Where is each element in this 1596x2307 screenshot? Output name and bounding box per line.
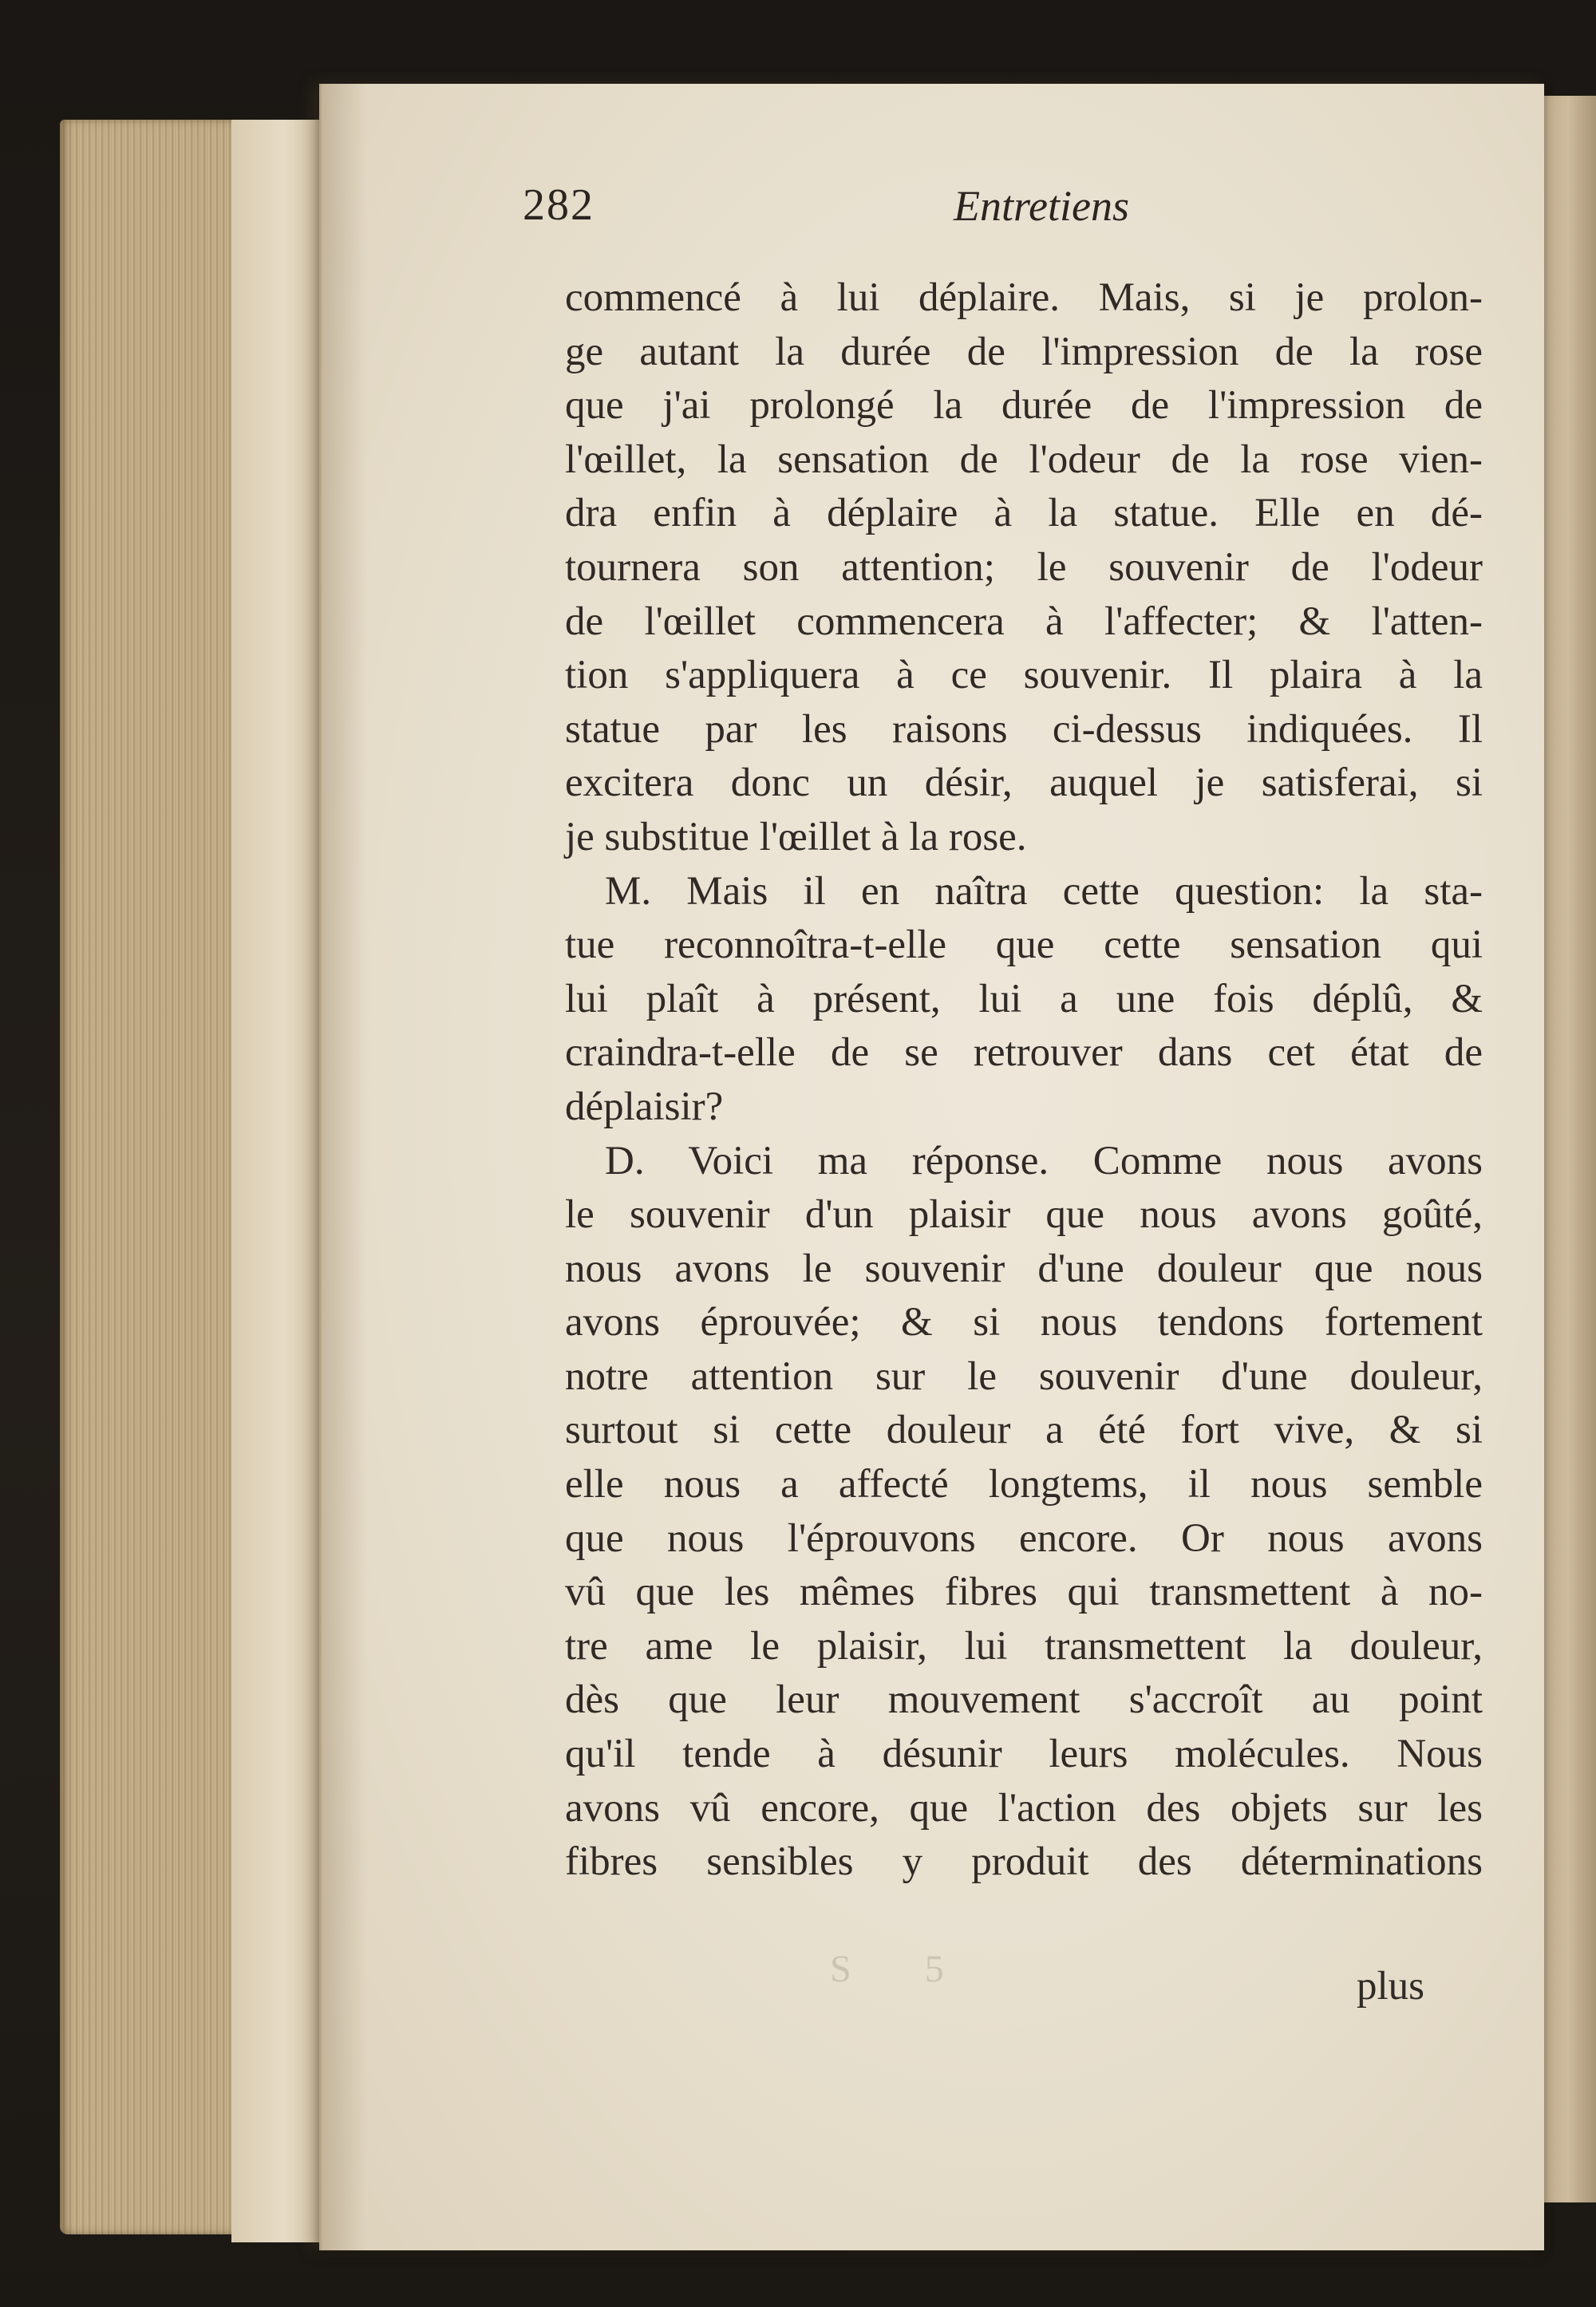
text-line: tion s'appliquera à ce souvenir. Il plaira à la [565,653,1483,698]
text-line: ge autant la durée de l'impression de la rose [565,329,1483,374]
text-line: que j'ai prolongé la durée de l'impression de [565,383,1483,429]
text-line: nous avons le souvenir d'une douleur que nous [565,1246,1483,1291]
text-line: elle nous a affecté longtems, il nous semble [565,1462,1483,1507]
text-line: tre ame le plaisir, lui transmettent la douleur, [565,1623,1483,1669]
text-line: le souvenir d'un plaisir que nous avons goûté, [565,1192,1483,1238]
text-line: craindra-t-elle de se retrouver dans cet état de [565,1030,1483,1076]
page-header [523,180,1480,251]
text-line: M. Mais il en naîtra cette question: la sta- [605,868,1483,914]
text-line: tue reconnoîtra-t-elle que cette sensation qui [565,922,1483,968]
text-line: lui plaît à présent, lui a une fois déplû, & [565,976,1483,1021]
text-line: dra enfin à déplaire à la statue. Elle en dé- [565,491,1483,536]
text-line: de l'œillet commencera à l'affecter; & l'atten- [565,598,1483,644]
page-fore-edge-right [1540,96,1596,2202]
text-line: dès que leur mouvement s'accroît au point [565,1677,1483,1723]
body-text [565,271,1483,1890]
text-line: l'œillet, la sensation de l'odeur de la rose vien- [565,437,1483,482]
signature-mark-bleed: S 5 [830,1948,976,1990]
text-line: notre attention sur le souvenir d'une douleur, [565,1353,1483,1399]
gutter-shadow [319,84,367,2250]
text-line: vû que les mêmes fibres qui transmettent à no- [565,1570,1483,1615]
page-number: 282 [523,180,595,230]
text-line: je substitue l'œillet à la rose. [565,814,1027,859]
text-line: que nous l'éprouvons encore. Or nous avons [565,1515,1483,1561]
text-line: excitera donc un désir, auquel je satisferai, si [565,760,1483,806]
running-head: Entretiens [954,182,1129,230]
page-stack-inner [231,120,319,2242]
text-line: fibres sensibles y produit des déterminations [565,1839,1483,1885]
text-line: avons éprouvée; & si nous tendons fortement [565,1300,1483,1345]
text-line: déplaisir? [565,1084,724,1129]
text-line: qu'il tende à désunir leurs molécules. Nous [565,1732,1483,1777]
text-line: tournera son attention; le souvenir de l'odeur [565,544,1483,590]
catchword: plus [1357,1964,1425,2009]
text-line: D. Voici ma réponse. Comme nous avons [605,1138,1483,1183]
text-line: avons vû encore, que l'action des objets sur les [565,1785,1483,1831]
text-line: statue par les raisons ci-dessus indiquées. Il [565,706,1483,752]
text-line: commencé à lui déplaire. Mais, si je prolon- [565,275,1483,320]
text-line: surtout si cette douleur a été fort vive, & si [565,1408,1483,1453]
